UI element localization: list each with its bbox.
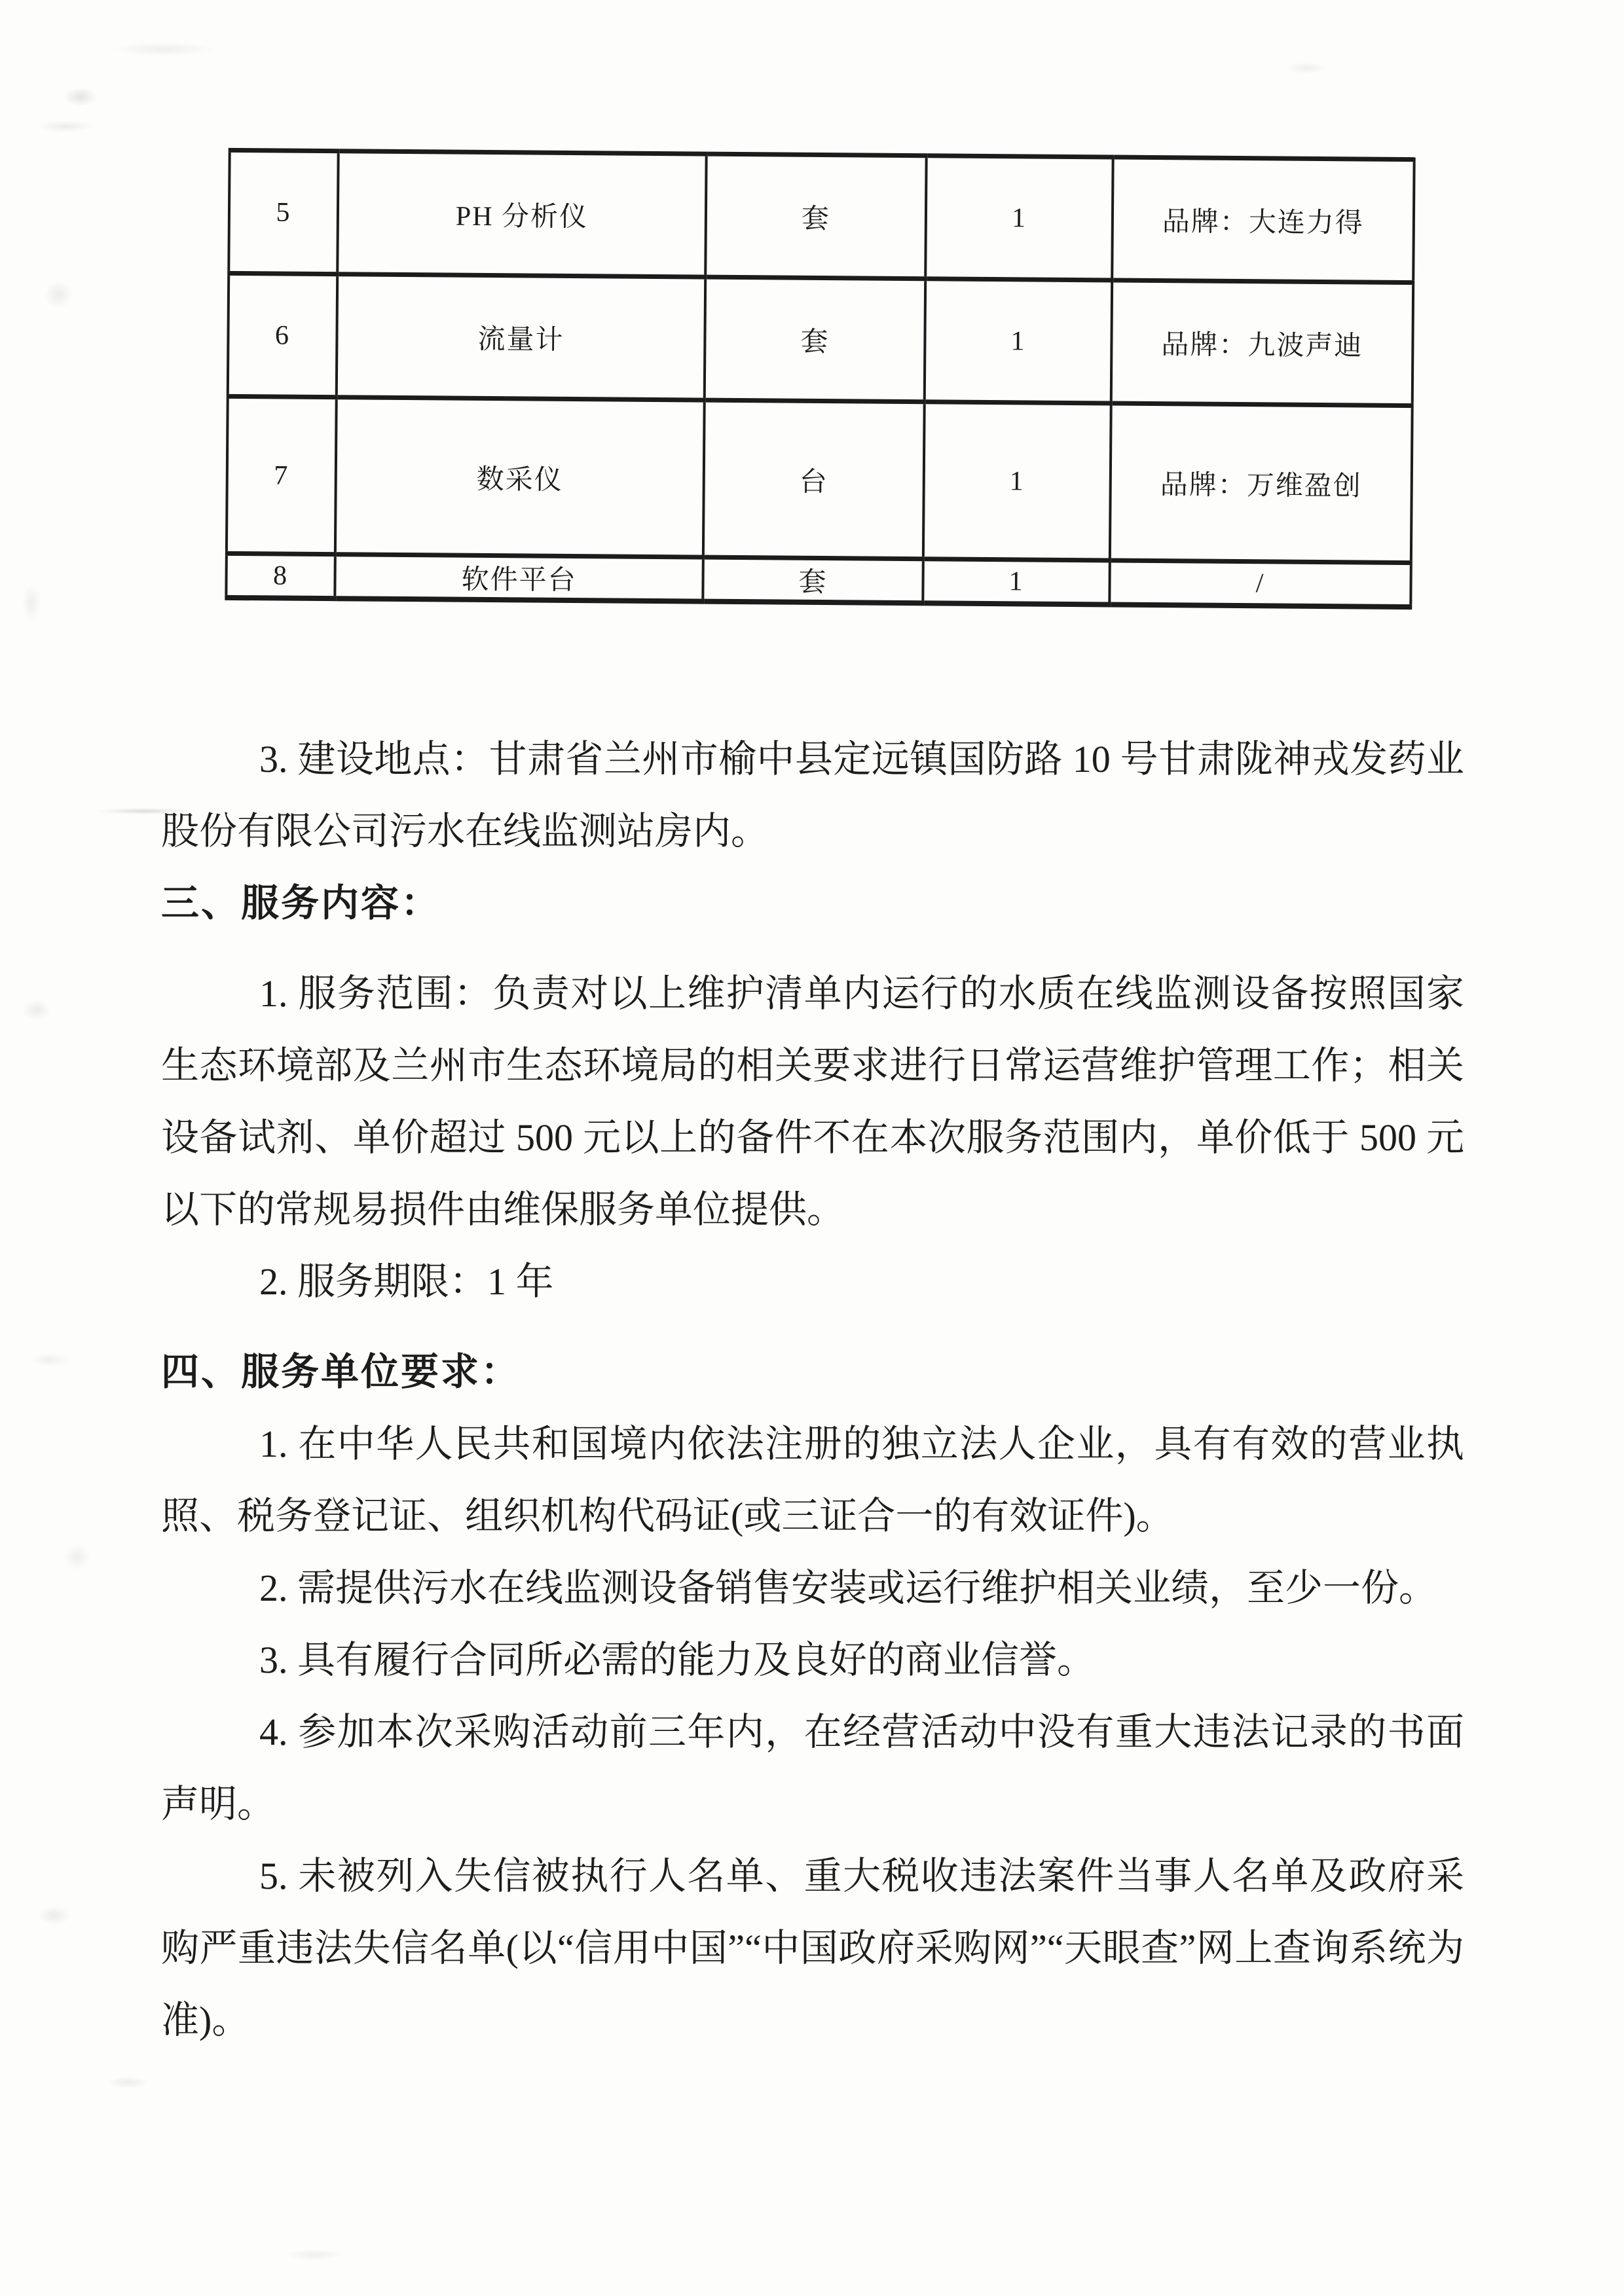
equipment-table-grid — [225, 148, 1415, 610]
cell-brand: 品牌：九波声迪 — [1111, 280, 1413, 406]
speck — [98, 2074, 157, 2091]
cell-serial-number: 5 — [229, 150, 338, 274]
cell-serial-number: 8 — [226, 553, 335, 598]
speck — [275, 2247, 354, 2263]
table-row — [228, 273, 1413, 405]
cell-quantity: 1 — [923, 559, 1110, 605]
cell-equipment-name: 数采仪 — [335, 397, 705, 557]
requirements-list — [161, 1408, 1464, 2056]
requirement-item: 1. 在中华人民共和国境内依法注册的独立法人企业，具有有效的营业执照、税务登记证、组织机构代码证(或三证合一的有效证件)。 — [161, 1423, 1464, 1537]
para-service-term: 2. 服务期限：1 年 — [259, 1260, 554, 1303]
speck — [58, 84, 103, 110]
table-row — [227, 396, 1412, 562]
document-body — [161, 723, 1464, 2056]
speck — [17, 995, 56, 1025]
cell-unit: 套 — [705, 277, 925, 402]
cell-brand: 品牌：大连力得 — [1112, 157, 1414, 283]
cell-unit: 台 — [703, 400, 925, 559]
cell-equipment-name: 流量计 — [337, 274, 705, 400]
heading-section4-supplier-requirements: 四、服务单位要求： — [161, 1351, 521, 1393]
speck — [59, 1539, 96, 1575]
requirement-item: 4. 参加本次采购活动前三年内，在经营活动中没有重大违法记录的书面声明。 — [161, 1711, 1464, 1825]
cell-quantity: 1 — [923, 402, 1111, 560]
speck — [92, 39, 236, 59]
para-construction-location: 3. 建设地点：甘肃省兰州市榆中县定远镇国防路 10 号甘肃陇神戎发药业股份有限公司污水在线监测站房内。 — [161, 738, 1464, 852]
requirement-item: 3. 具有履行合同所必需的能力及良好的商业信誉。 — [259, 1639, 1096, 1681]
cell-serial-number: 7 — [227, 396, 337, 554]
cell-unit: 套 — [703, 557, 923, 603]
table-row — [229, 150, 1414, 282]
cell-unit: 套 — [705, 154, 926, 279]
requirement-item: 2. 需提供污水在线监测设备销售安装或运行维护相关业绩，至少一份。 — [259, 1567, 1437, 1609]
cell-brand: / — [1109, 560, 1411, 607]
table-row — [226, 553, 1411, 607]
speck — [31, 1903, 77, 1929]
heading-section3-service-content: 三、服务内容： — [161, 882, 441, 924]
cell-brand: 品牌：万维盈创 — [1110, 403, 1412, 563]
cell-equipment-name: PH 分析仪 — [337, 151, 706, 277]
speck — [24, 1350, 76, 1370]
speck — [1277, 60, 1336, 76]
cell-quantity: 1 — [925, 156, 1113, 280]
para-service-scope: 1. 服务范围：负责对以上维护清单内运行的水质在线监测设备按照国家生态环境部及兰州市生态环境局的相关要求进行日常运营维护管理工作；相关设备试剂、单价超过 500 元以上的备件不在本次服务范围内，单价低于 500 元以下的常规易损件由维保服务单位提供。 — [161, 972, 1464, 1231]
cell-serial-number: 6 — [228, 273, 337, 397]
cell-quantity: 1 — [925, 279, 1112, 403]
speck — [26, 118, 105, 135]
speck — [39, 275, 79, 314]
requirement-item: 5. 未被列入失信被执行人名单、重大税收违法案件当事人名单及政府采购严重违法失信名单(以“信用中国”“中国政府采购网”“天眼查”网上查询系统为准)。 — [161, 1855, 1464, 2041]
equipment-table — [225, 148, 1412, 610]
equipment-table-body — [226, 150, 1414, 607]
cell-equipment-name: 软件平台 — [335, 555, 703, 602]
speck — [18, 576, 45, 629]
